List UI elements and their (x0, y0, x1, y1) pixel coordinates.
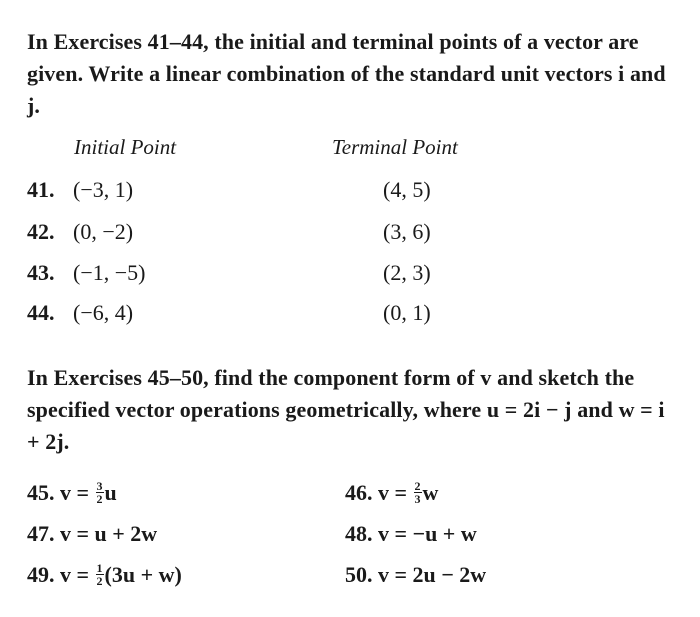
exercise-number: 43. (27, 260, 55, 285)
section2-instructions: In Exercises 45–50, find the component form of v and sketch the specified vector operations geometrically, where u = 2i − j and w = i + 2j. (27, 365, 665, 454)
equation-rhs: u (104, 480, 117, 505)
equation: v = −u + w (378, 521, 477, 546)
exercise-number: 46. (345, 480, 373, 505)
fraction (414, 480, 422, 505)
equation-lhs: v = (60, 480, 95, 505)
exercise-44-row (0, 297, 700, 337)
terminal-point: (2, 3) (383, 260, 431, 285)
fraction-numerator: 1 (96, 561, 103, 576)
equation: v = 2u − 2w (378, 562, 487, 587)
exercise-48 (345, 518, 477, 550)
exercise-number: 45. (27, 480, 55, 505)
exercise-number: 44. (27, 300, 55, 325)
fraction (96, 480, 104, 505)
exercise-50 (345, 559, 486, 591)
exercise-number: 47. (27, 521, 55, 546)
fraction-denominator: 3 (414, 492, 421, 507)
equation: v = u + 2w (60, 521, 158, 546)
exercise-number: 48. (345, 521, 373, 546)
initial-point: (0, −2) (73, 219, 134, 244)
terminal-point: (4, 5) (383, 177, 431, 202)
fraction-numerator: 2 (414, 479, 421, 494)
initial-point: (−3, 1) (73, 177, 134, 202)
terminal-point: (0, 1) (383, 300, 431, 325)
equation-lhs: v = (378, 480, 413, 505)
equation-lhs: v = (60, 562, 95, 587)
initial-point-header: Initial Point (74, 135, 177, 159)
exercise-43-row (0, 257, 700, 297)
initial-point: (−6, 4) (73, 300, 134, 325)
initial-point: (−1, −5) (73, 260, 146, 285)
terminal-point-header: Terminal Point (332, 135, 458, 159)
fraction-denominator: 2 (96, 492, 103, 507)
exercise-49 (27, 559, 182, 591)
exercise-47 (27, 518, 157, 550)
equation-rhs: w (422, 480, 439, 505)
exercise-42-row (0, 216, 700, 256)
exercise-number: 42. (27, 219, 55, 244)
section1-instructions: In Exercises 41–44, the initial and terminal points of a vector are given. Write a linear combination of the standard unit vectors i and j. (27, 29, 666, 118)
fraction (96, 562, 104, 587)
exercise-41-row (0, 174, 700, 214)
exercise-46 (345, 477, 438, 509)
equation-rhs: (3u + w) (104, 562, 182, 587)
fraction-numerator: 3 (96, 479, 103, 494)
fraction-denominator: 2 (96, 574, 103, 589)
exercise-number: 41. (27, 177, 55, 202)
exercise-number: 49. (27, 562, 55, 587)
terminal-point: (3, 6) (383, 219, 431, 244)
exercise-45 (27, 477, 117, 509)
exercise-number: 50. (345, 562, 373, 587)
